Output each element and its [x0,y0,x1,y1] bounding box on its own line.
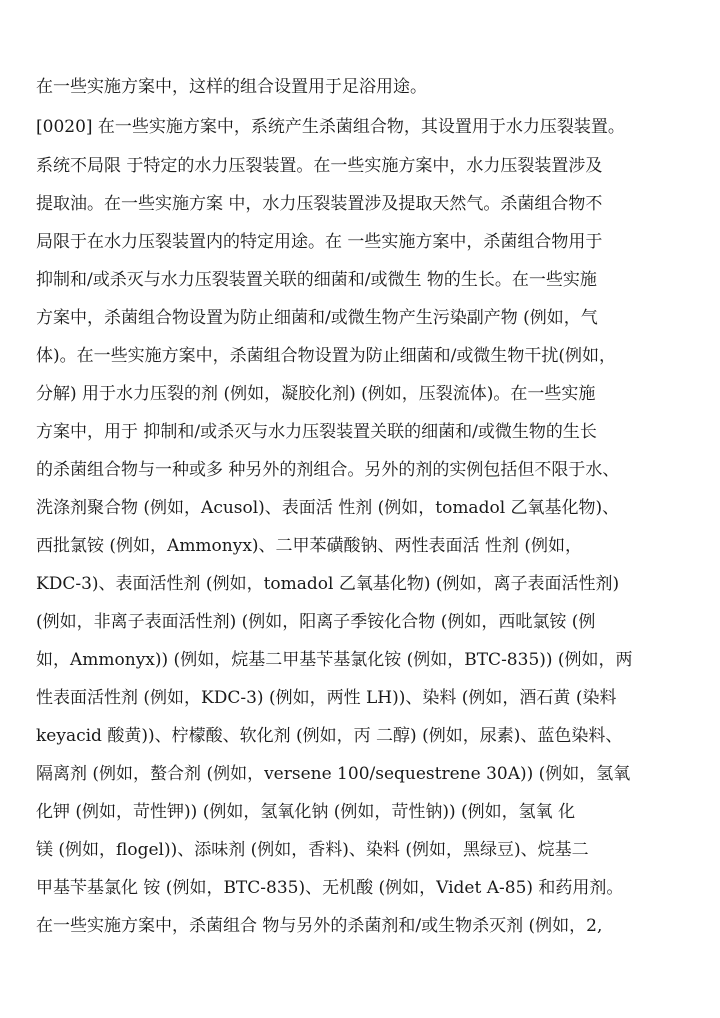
text-line: 西批氯铵 (例如，Ammonyx)、二甲苯磺酸钠、两性表面活 性剂 (例如， [36,536,582,556]
text-line: 洗涤剂聚合物 (例如，Acusol)、表面活 性剂 (例如，tomadol 乙氧基化物)、 [36,498,620,518]
text-line: keyacid 酸黄))、柠檬酸、软化剂 (例如，丙 二醇) (例如，尿素)、蓝色染料、 [36,726,623,746]
text-line: 方案中，用于 抑制和/或杀灭与水力压裂装置关联的细菌和/或微生物的生长 [36,422,597,442]
text-line: [0020] 在一些实施方案中，系统产生杀菌组合物，其设置用于水力压裂装置。 [36,117,625,137]
text-line: (例如，非离子表面活性剂) (例如，阳离子季铵化合物 (例如，西吡氯铵 (例 [36,612,596,632]
text-line: 方案中，杀菌组合物设置为防止细菌和/或微生物产生污染副产物 (例如，气 [36,308,598,328]
text-line: 性表面活性剂 (例如，KDC-3) (例如，两性 LH))、染料 (例如，酒石黄 (染料 [36,688,617,708]
text-line: 分解) 用于水力压裂的剂 (例如，凝胶化剂) (例如，压裂流体)。在一些实施 [36,384,596,404]
text-line: 抑制和/或杀灭与水力压裂装置关联的细菌和/或微生 物的生长。在一些实施 [36,270,597,290]
text-line: 化钾 (例如，苛性钾)) (例如，氢氧化钠 (例如，苛性钠)) (例如，氢氧 化 [36,802,576,822]
text-line: KDC-3)、表面活性剂 (例如，tomadol 乙氧基化物) (例如，离子表面活性剂) [36,574,620,594]
text-line: 如，Ammonyx)) (例如，烷基二甲基苄基氯化铵 (例如，BTC-835)) (例如，两 [36,650,633,670]
text-line: 局限于在水力压裂装置内的特定用途。在 一些实施方案中，杀菌组合物用于 [36,232,603,252]
text-line: 甲基苄基氯化 铵 (例如，BTC-835)、无机酸 (例如，Videt A-85) 和药用剂。 [36,878,624,898]
text-line: 镁 (例如，flogel))、添味剂 (例如，香料)、染料 (例如，黑绿豆)、烷基二 [36,840,589,860]
text-line: 在一些实施方案中，杀菌组合 物与另外的杀菌剂和/或生物杀灭剂 (例如，2, [36,916,603,936]
text-line: 在一些实施方案中，这样的组合设置用于足浴用途。 [36,77,427,97]
text-line: 系统不局限 于特定的水力压裂装置。在一些实施方案中，水力压裂装置涉及 [36,156,603,176]
text-line: 体)。在一些实施方案中，杀菌组合物设置为防止细菌和/或微生物干扰(例如， [36,346,616,366]
text-line: 的杀菌组合物与一种或多 种另外的剂组合。另外的剂的实例包括但不限于水、 [36,460,620,480]
text-line: 提取油。在一些实施方案 中，水力压裂装置涉及提取天然气。杀菌组合物不 [36,194,603,214]
text-line: 隔离剂 (例如，螯合剂 (例如，versene 100/sequestrene 30A)) (例如，氢氧 [36,764,631,784]
